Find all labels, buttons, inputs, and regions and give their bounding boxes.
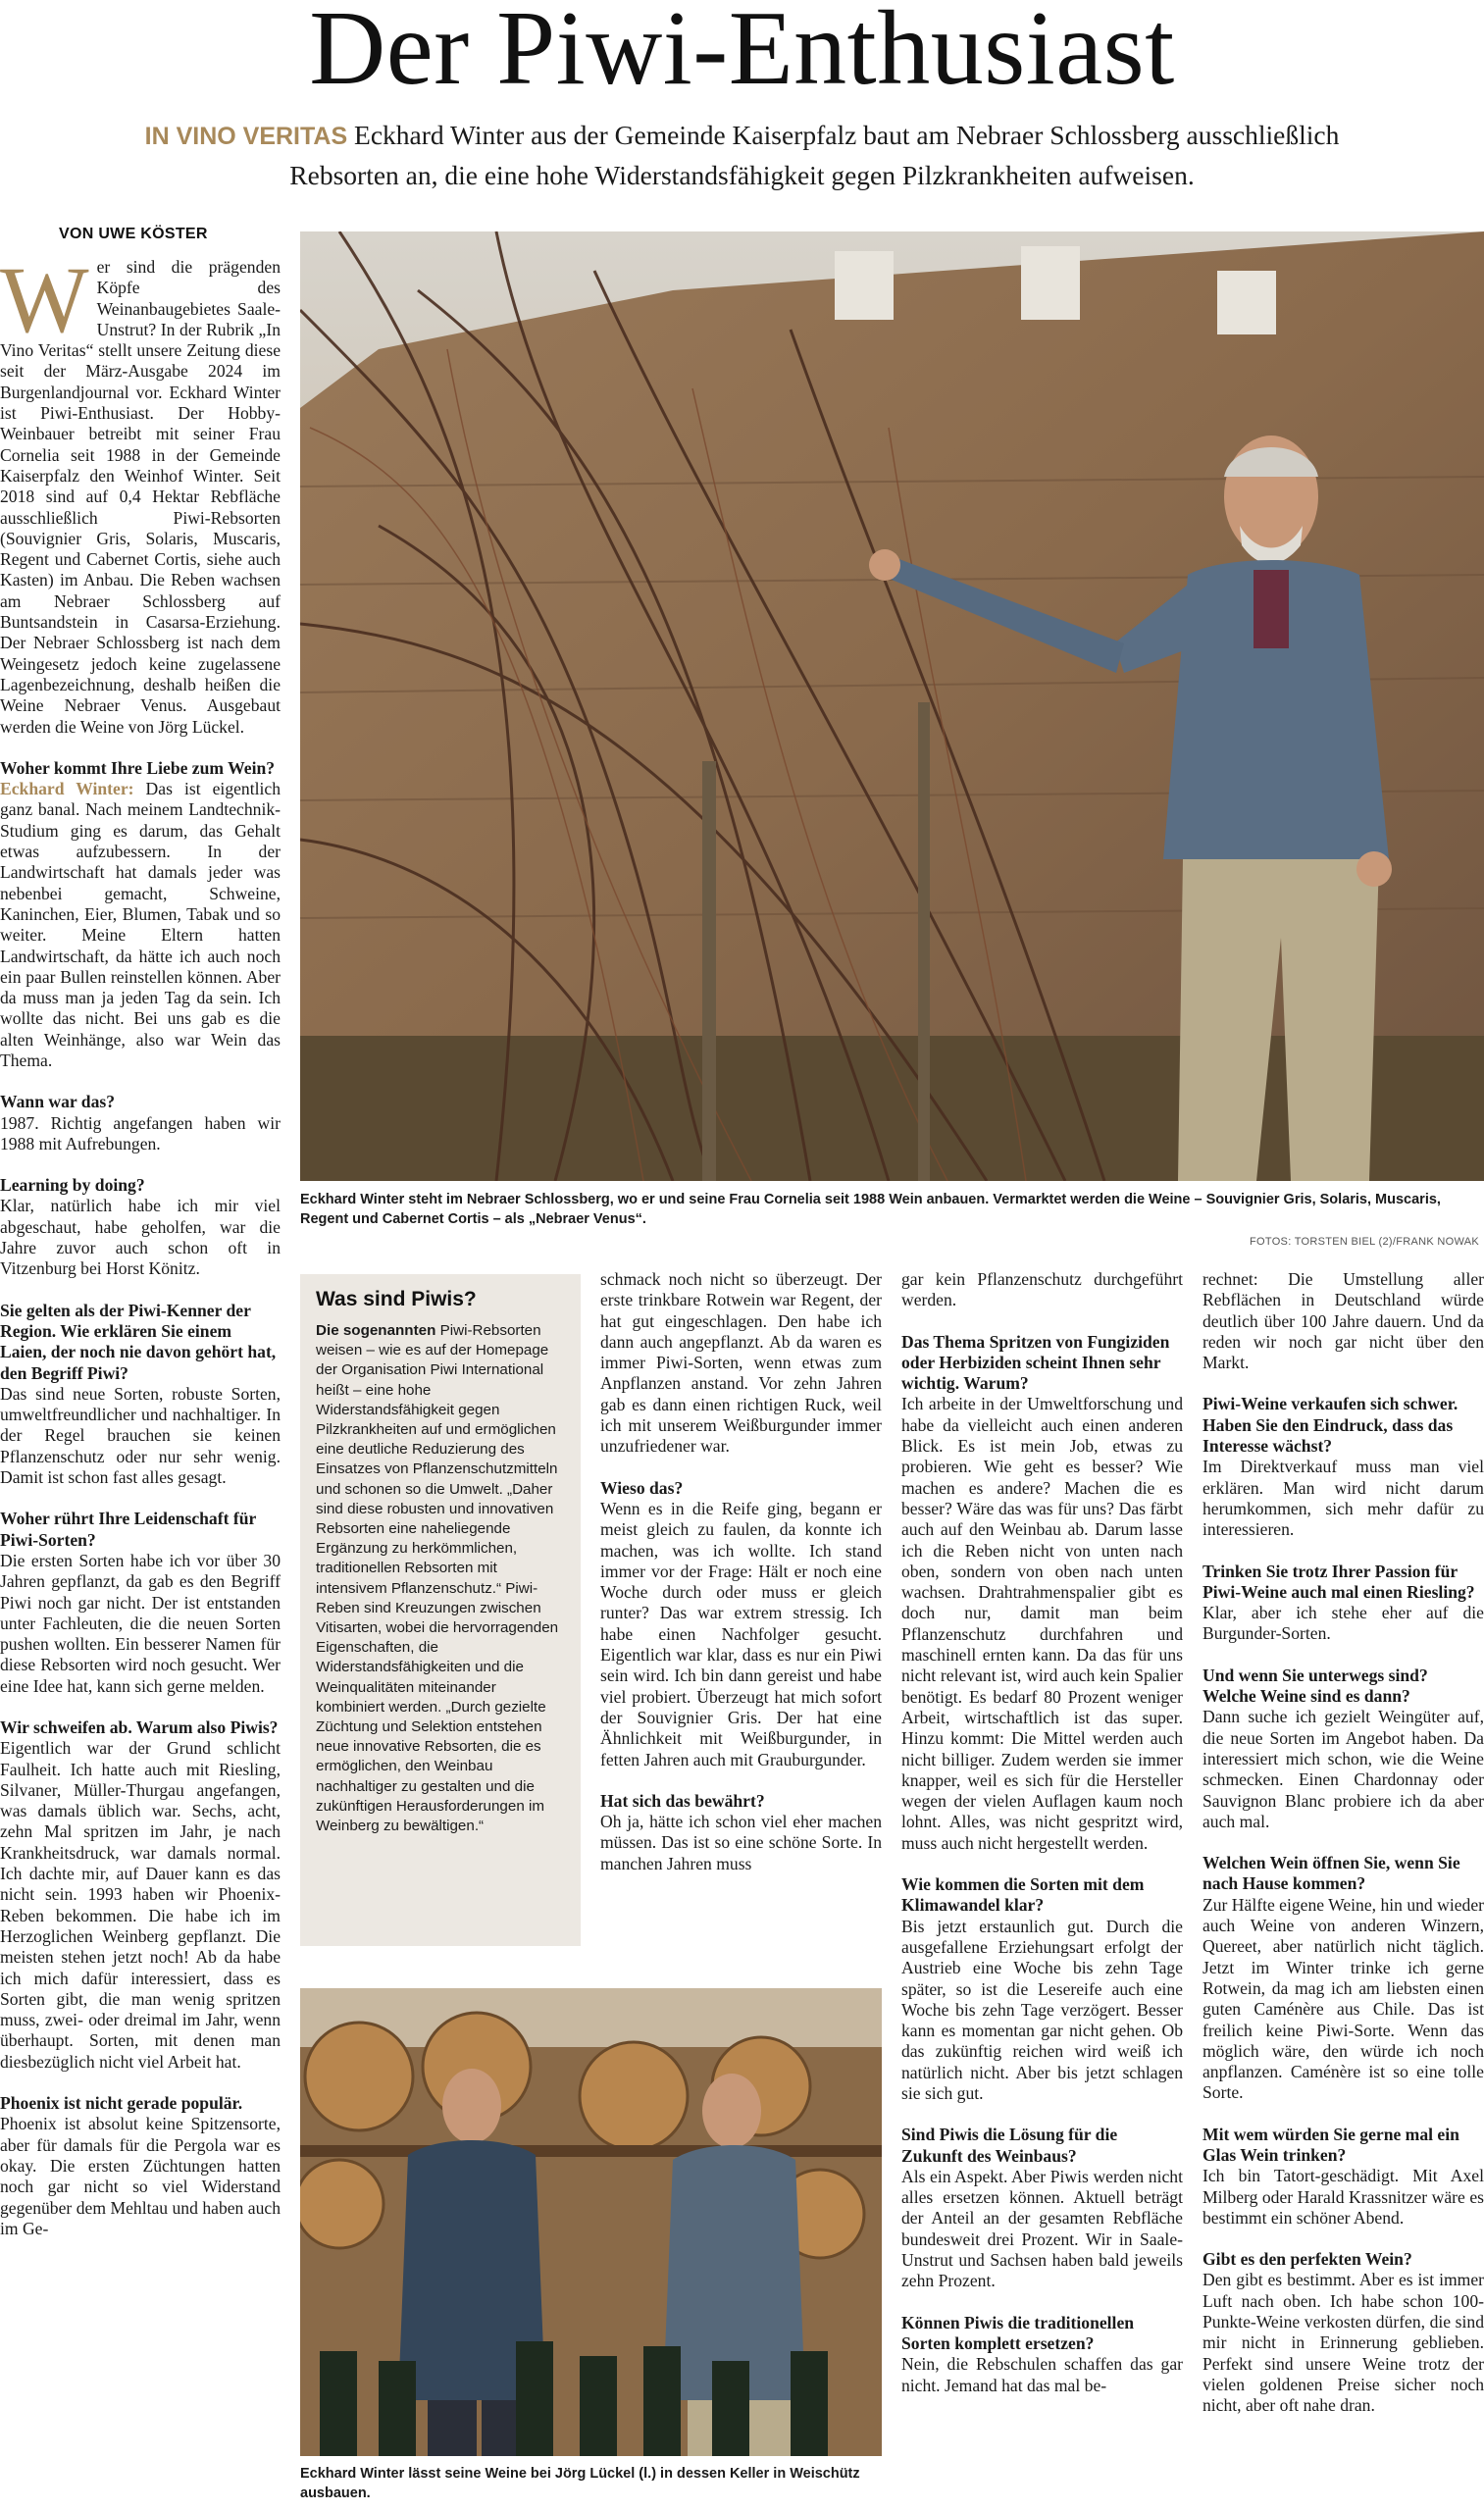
question: Können Piwis die traditionellen Sorten komplett ersetzen? xyxy=(901,2312,1135,2353)
wine-cellar-image xyxy=(300,1988,882,2456)
question: Wir schweifen ab. Warum also Piwis? xyxy=(0,1717,279,1737)
answer: Klar, aber ich stehe eher auf die Burgunder-Sorten. xyxy=(1203,1603,1484,1644)
answer: Das sind neue Sorten, robuste Sorten, umweltfreundlicher und nachhaltiger. In der Regel brauchen sie keinen Pflanzenschutz oder nur sehr wenig. Damit ist schon fast alles gesagt. xyxy=(0,1383,281,1488)
question: Woher rührt Ihre Leidenschaft für Piwi-Sorten? xyxy=(0,1509,256,1550)
answer: Ich arbeite in der Umweltforschung und habe da vielleicht auch einen anderen Blick. Es ist mein Job, etwas zu probieren. Wie geht es besser? Wie machen es andere? Machen die es besser? Wäre das was für uns? Das färbt auch auf den Weinbau ab. Darum lasse ich die Reben nicht von unten nach oben, sondern von oben nach unten wachsen. Drahtrahmenspalier gibt es doch nur, damit man beim Pflanzenschutz durchfahren und maschinell ernten kann. Da das für uns nicht relevant ist, wird auch kein Spalier benötigt. Es bedarf 80 Prozent weniger Arbeit, wirtschaftlich ist das super. Hinzu kommt: Die Mittel werden auch nicht billiger. Zudem werden sie immer knapper, weil es sich für die Hersteller wegen der vielen Auflagen kaum noch lohnt. Alles, was nicht gespritzt wird, muss auch nicht hergestellt werden. xyxy=(901,1394,1183,1853)
article-column-1 xyxy=(0,247,281,2239)
article-column-5 xyxy=(1203,1269,1484,2417)
answer: gar kein Pflanzenschutz durchgeführt werden. xyxy=(901,1269,1183,1310)
answer: rechnet: Die Umstellung aller Rebflächen in Deutschland würde deutlich über 100 Jahre dauern. Und da reden wir noch gar nicht über den Markt. xyxy=(1203,1269,1484,1373)
info-box xyxy=(300,1274,581,1946)
answer: Dann suche ich gezielt Weingüter auf, die neue Sorten im Angebot haben. Da interessiert mich schon, wie die Weine schmecken. Einen Chardonnay oder Sauvignon Blanc probiere ich da aber auch mal. xyxy=(1203,1707,1484,1831)
vineyard-portrait-image xyxy=(300,231,1484,1181)
answer: schmack noch nicht so überzeugt. Der erste trinkbare Rotwein war Regent, der hat gut eingeschlagen. Den habe ich dann auch angepflanzt. Ab da waren es immer Piwi-Sorten, wenn etwas zum Anpflanzen anstand. Vor zehn Jahren gab es dann einen richtigen Ruck, weil ich mit unserem Weißburgunder immer unzufriedener war. xyxy=(600,1269,882,1457)
drop-cap: W xyxy=(0,247,89,352)
answer: Ich bin Tatort-geschädigt. Mit Axel Milberg oder Harald Krassnitzer wäre es bestimmt ein schöner Abend. xyxy=(1203,2166,1484,2228)
answer: Oh ja, hätte ich schon viel eher machen müssen. Das ist so eine schöne Sorte. In manchen Jahren muss xyxy=(600,1812,882,1873)
cellar-photo-caption: Eckhard Winter lässt seine Weine bei Jörg Lückel (l.) in dessen Keller in Weischütz ausbauen. xyxy=(300,2466,860,2501)
question: Piwi-Weine verkaufen sich schwer. Haben Sie den Eindruck, dass das Interesse wächst? xyxy=(1203,1394,1458,1457)
question: Trinken Sie trotz Ihrer Passion für Piwi-Weine auch mal einen Riesling? xyxy=(1203,1561,1475,1602)
rubric-label: IN VINO VERITAS xyxy=(144,123,348,150)
info-box-text: Die sogenannten Piwi-Rebsorten weisen – wie es auf der Homepage der Organisation Piwi International heißt – eine hohe Widerstandsfähigkeit gegen Pilzkrankheiten auf und ermöglichen eine deutliche Reduzierung des Einsatzes von Pflanzenschutzmitteln und schonen so die Umwelt. „Daher sind diese robusten und innovativen Rebsorten eine naheliegende Ergänzung zu herkömmlichen, traditionellen Rebsorten mit intensivem Pflanzenschutz.“ Piwi-Reben sind Kreuzungen zwischen Vitisarten, wobei die hervorragenden Eigenschaften, die Widerstandsfähigkeiten und die Weinqualitäten miteinander kombiniert werden. „Durch gezielte Züchtung und Selektion entstehen neue innovative Rebsorten, die es ermöglichen, den Weinbau nachhaltiger zu gestalten und die zukünftigen Herausforderungen im Weinberg zu bewältigen.“ xyxy=(316,1322,559,1835)
answer: Die ersten Sorten habe ich vor über 30 Jahren gepflanzt, da gab es den Begriff Piwi noch gar nicht. Der ist entstanden unter Fachleuten, die die neuen Sorten pushen wollten. Ein besserer Namen für diese Rebsorten wird noch gesucht. Wer eine Idee hat, kann sich gerne melden. xyxy=(0,1550,281,1696)
answer: Im Direktverkauf muss man viel erklären. Man wird nicht darum herumkommen, sich mehr dafür zu interessieren. xyxy=(1203,1457,1484,1540)
question: Sind Piwis die Lösung für die Zukunft des Weinbaus? xyxy=(901,2125,1118,2166)
answer: 1987. Richtig angefangen haben wir 1988 mit Aufrebungen. xyxy=(0,1112,281,1153)
question: Gibt es den perfekten Wein? xyxy=(1203,2249,1412,2270)
answer: Nein, die Rebschulen schaffen das gar nicht. Jemand hat das mal be- xyxy=(901,2354,1183,2395)
answer: Eigentlich war der Grund schlicht Faulheit. Ich hatte auch mit Riesling, Silvaner, Müller-Thurgau angefangen, was damals üblich war. Sechs, acht, zehn Mal spritzen im Jahr, je nach Krankheitsdruck, war damals normal. Ich dachte mir, auf Dauer kann es das nicht sein. 1993 haben wir Phoenix-Reben bekommen. Die habe ich im Herzoglichen Weinberg gepflanzt. Die meisten stehen jetzt noch! Ab da habe ich mich dafür interessiert, dass es Sorten gibt, die man wenig spritzen muss, zwei- oder dreimal im Jahr, wenn überhaupt. Sorten, mit denen man diesbezüglich nicht viel Arbeit hat. xyxy=(0,1738,281,2072)
answer: Bis jetzt erstaunlich gut. Durch die ausgefallene Erziehungsart erfolgt der Austrieb eine Woche bis zehn Tage später, so ist die Lesereife auch eine Woche bis zehn Tage verzögert. Besser kann es momentan gar nicht gehen. Ob das zukünftig reichen wird weiß ich natürlich nicht. Aber bis jetzt schlagen sie sich gut. xyxy=(901,1916,1183,2103)
headline: Der Piwi-Enthusiast xyxy=(309,0,1175,107)
answer: Als ein Aspekt. Aber Piwis werden nicht alles ersetzen können. Aktuell beträgt der Anteil an der gesamten Rebfläche bundesweit drei Prozent. Wir in Saale-Unstrut und Sachsen haben bald jeweils zehn Prozent. xyxy=(901,2166,1183,2291)
kicker xyxy=(118,116,1366,194)
question: Und wenn Sie unterwegs sind? Welche Weine sind es dann? xyxy=(1203,1665,1428,1707)
byline: VON UWE KÖSTER xyxy=(59,226,208,242)
answer: Klar, natürlich habe ich mir viel abgeschaut, habe geholfen, war die Jahre zuvor auch schon oft in Vitzenburg bei Horst Könitz. xyxy=(0,1196,281,1279)
question: Welchen Wein öffnen Sie, wenn Sie nach Hause kommen? xyxy=(1203,1853,1460,1894)
answer: Zur Hälfte eigene Weine, hin und wieder auch Weine von anderen Winzern, Quereet, aber natürlich nicht täglich. Jetzt im Winter trinke ich gerne Rotwein, da mag ich am liebsten einen guten Caménère aus Chile. Das ist freilich keine Piwi-Sorte. Wenn das möglich wäre, den würde ich noch anpflanzen. Caménère ist so eine tolle Sorte. xyxy=(1203,1894,1484,2103)
question: Phoenix ist nicht gerade populär. xyxy=(0,2093,243,2114)
answer: Phoenix ist absolut keine Spitzensorte, aber für damals für die Pergola war es okay. Die ersten Züchtungen hatten noch gar nicht so viel Widerstand gegenüber dem Mehltau und haben auch im Ge- xyxy=(0,2114,281,2238)
answer: Den gibt es bestimmt. Aber es ist immer Luft nach oben. Ich habe schon 100-Punkte-Weine verkosten dürfen, die sind mir nicht in Erinnerung geblieben. Perfekt sind unsere Weine trotz der vielen goldenen Preise sicher noch nicht, aber oft nahe dran. xyxy=(1203,2270,1484,2416)
intro-paragraph: Wer sind die prägenden Köpfe des Weinanbaugebietes Saale-Unstrut? In der Rubrik „In Vino Veritas“ stellt unsere Zeitung diese seit der März-Ausgabe 2024 im Burgenlandjournal vor. Eckhard Winter ist Piwi-Enthusiast. Der Hobby-Weinbauer betreibt mit seiner Frau Cornelia seit 1988 in der Gemeinde Kaiserpfalz den Weinhof Winter. Seit 2018 sind auf 0,4 Hektar Rebfläche ausschließlich Piwi-Rebsorten (Souvignier Gris, Solaris, Muscaris, Regent und Cabernet Cortis, siehe auch Kasten) im Anbau. Die Reben wachsen am Nebraer Schlossberg auf Buntsandstein in Casarsa-Erziehung. Der Nebraer Schlossberg ist nach dem Weingesetz jedoch keine zugelassene Lagenbezeichnung, deshalb heißen die Weine Nebraer Venus. Ausgebaut werden die Weine von Jörg Lückel. xyxy=(0,247,281,737)
main-photo xyxy=(300,231,1484,1181)
question: Das Thema Spritzen von Fungiziden oder Herbiziden scheint Ihnen sehr wichtig. Warum? xyxy=(901,1331,1170,1394)
question: Wann war das? xyxy=(0,1092,116,1112)
cellar-photo xyxy=(300,1988,882,2456)
article-column-4 xyxy=(901,1269,1183,2396)
speaker-name: Eckhard Winter: xyxy=(0,779,134,799)
answer: Eckhard Winter: Das ist eigentlich ganz banal. Nach meinem Landtechnik-Studium ging es darum, das Gehalt etwas aufzubessern. In der Landwirtschaft hat damals jeder was nebenbei gemacht, Schweine, Kaninchen, Eier, Blumen, Tabak und so weiter. Meine Eltern hatten Landwirtschaft, da hätte ich auch noch ein paar Bullen reinstellen können. Aber da muss man ja jeden Tag da sein. Ich wollte das nicht. Bei uns gab es die alten Weinhänge, also war Wein das Thema. xyxy=(0,779,281,1070)
question: Wieso das? xyxy=(600,1477,684,1498)
answer: Wenn es in die Reife ging, begann er meist gleich zu faulen, da konnte ich machen, was ich wollte. Ich stand immer vor der Frage: Hält er noch eine Woche durch oder muss er gleich runter? Das war extrem stressig. Ich habe einen Nachfolger gesucht. Eigentlich war klar, dass es nur ein Piwi sein wird. Ich bin dann gereist und habe viel probiert. Überzeugt hat mich sofort der Souvignier Gris. Der hat eine Ähnlichkeit mit Weißburgunder, in fetten Jahren auch mit Grauburgunder. xyxy=(600,1498,882,1769)
question: Learning by doing? xyxy=(0,1175,145,1196)
question: Mit wem würden Sie gerne mal ein Glas Wein trinken? xyxy=(1203,2124,1459,2165)
article-column-3 xyxy=(600,1269,882,1874)
photo-credit: FOTOS: TORSTEN BIEL (2)/FRANK NOWAK xyxy=(1250,1236,1479,1248)
info-box-title: Was sind Piwis? xyxy=(316,1288,477,1310)
question: Hat sich das bewährt? xyxy=(600,1790,765,1811)
question: Wie kommen die Sorten mit dem Klimawandel klar? xyxy=(901,1874,1145,1916)
question: Sie gelten als der Piwi-Kenner der Region. Wie erklären Sie einem Laien, der noch nie davon gehört hat, den Begriff Piwi? xyxy=(0,1300,277,1383)
kicker-text: Eckhard Winter aus der Gemeinde Kaiserpfalz baut am Nebraer Schlossberg ausschließlich Rebsorten an, die eine hohe Widerstandsfähigkeit gegen Pilzkrankheiten aufweisen. xyxy=(289,120,1340,190)
question: Woher kommt Ihre Liebe zum Wein? xyxy=(0,757,276,778)
main-photo-caption: Eckhard Winter steht im Nebraer Schlossberg, wo er und seine Frau Cornelia seit 1988 Wein anbauen. Vermarktet werden die Weine – Souvignier Gris, Solaris, Muscaris, Regent und Cabernet Cortis – als „Nebraer Venus“. xyxy=(300,1192,1441,1227)
